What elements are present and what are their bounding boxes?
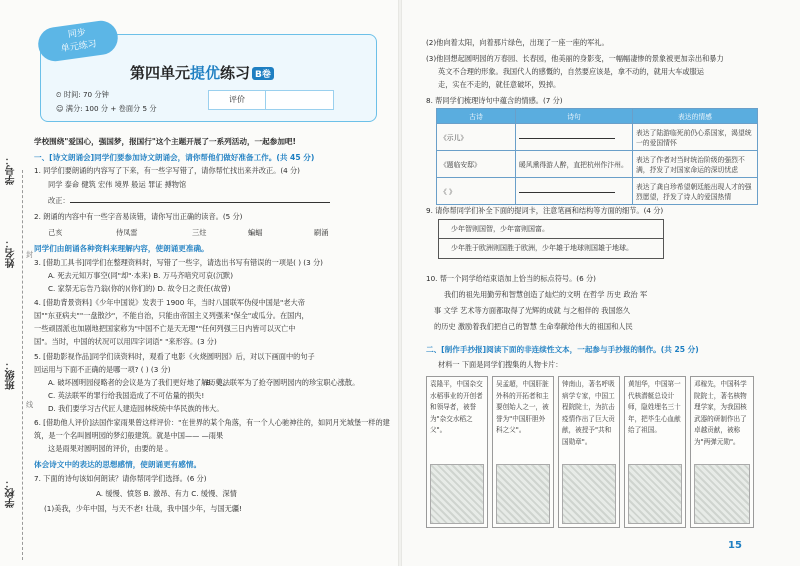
title-part-c: 练习 <box>220 64 251 82</box>
q2-word-3: 三炷 <box>192 228 207 237</box>
badge-line-1: 同步 <box>67 27 87 41</box>
level-badge: B卷 <box>252 67 274 80</box>
portrait-image <box>562 464 616 524</box>
card-text: 邓稼先，中国科学院院士，著名核物理学家，为我国核武器的研制作出了卓越贡献，被称为"两弹元勋"。 <box>694 380 747 446</box>
table-cell: 《示儿》 <box>437 124 516 151</box>
q7-options: A. 缓慢、愤怒 B. 激昂、有力 C. 缓慢、深情 <box>96 489 237 498</box>
class-label: 班级： <box>6 360 17 390</box>
time-info: ⏲ 时间: 70 分钟 <box>56 90 109 99</box>
section-two-heading: 二、[制作手抄报]阅读下面的非连续性文本，一起参与手抄报的制作。(共 25 分) <box>426 345 699 354</box>
section-one-heading: 一、[诗文朗诵会]同学们要参加诗文朗诵会，请你帮他们做好准备工作。(共 45 分) <box>34 153 315 162</box>
col-emotion: 表达的情感 <box>633 109 758 124</box>
school-label: 学校： <box>6 478 17 508</box>
q10-text: 10. 帮一个同学给结束语加上恰当的标点符号。(6 分) <box>426 274 596 283</box>
evaluation-label: 评价 <box>209 91 266 109</box>
q2-word-2: 侍凤雷 <box>116 228 138 237</box>
q10-line-2: 事 文学 艺术等方面都取得了光辉的成就 与之相伴的 我国悠久 <box>434 306 631 315</box>
q4-line-3: 一些顽固派也加剧地把国家称为"中国不亡是天无理""任何列强三日内皆可以灭亡中 <box>34 324 296 333</box>
q6-line-2: 筑，是一个名叫圆明园的梦幻般建筑。就是中国—— —雨果 <box>34 431 224 440</box>
q4-line-4: 国"。当时，中国的状况可以用四字词语" "来形容。(3 分) <box>34 337 217 346</box>
prompt-line-2: 少年胜于欧洲则国胜于欧洲，少年雄于地球则国雄于地球。 <box>451 244 633 252</box>
title-part-b: 提优 <box>190 64 221 82</box>
q7-item-3-cont: 英文不合理的形象。我国代人的感慨的，自然要应该是，拿不动的，就用大车或服运 <box>438 67 704 76</box>
q2-word-5: 刷涌 <box>314 228 329 237</box>
line-mark: 线 <box>26 400 34 409</box>
q4-line-1: 4. [借助背景资料]《少年中国说》发表于 1900 年，当时八国联军伪侵中国是"老大帝 <box>34 298 305 307</box>
q10-line-3: 的历史 激励着我们把自己的智慧 生命奉献给伟大的祖国和人民 <box>434 322 633 331</box>
table-cell: 暖风熏得游人醉，直把杭州作汴州。 <box>516 151 633 178</box>
page-fold <box>398 0 402 566</box>
table-cell[interactable]: 《 》 <box>437 178 516 205</box>
q4-line-2: 国""东亚病夫""一盘散沙"，不能自治，只能由帝国主义列强来"保全"或瓜分。在国内， <box>34 311 309 320</box>
emotion-table <box>436 108 758 205</box>
q2-word-4: 蝙蝠 <box>248 228 263 237</box>
q5-option-d: D. 我们要学习古代匠人建造园林统统中华民族的伟大。 <box>48 404 224 413</box>
intro-text: 学校围绕"爱国心，强国梦，报国行"这个主题开展了一系列活动，一起参加吧! <box>34 137 296 146</box>
q1-fix: 改正： <box>48 196 330 205</box>
col-poem: 古诗 <box>437 109 516 124</box>
q10-line-1: 我们的祖先用勤劳和智慧创造了灿烂的文明 在哲学 历史 政治 军 <box>444 290 648 299</box>
prompt-line-1: 少年智则国智，少年富则国富。 <box>439 220 663 239</box>
card-text: 黄旭华，中国第一代核潜艇总设计师，隐姓埋名三十年，把毕生心血献给了祖国。 <box>628 380 681 435</box>
evaluation-box <box>208 90 334 110</box>
material-one-label: 材料一 下面是同学们搜集的人物卡片： <box>438 360 563 369</box>
person-card <box>624 376 686 528</box>
badge-line-2: 单元练习 <box>60 39 98 55</box>
q7-item-2: (2)他向着太阳，向着那片绿色，出现了一座一座的军礼。 <box>426 38 609 47</box>
page-number: 15 <box>728 540 742 551</box>
q6-line-1: 6. [借助他人评价]法国作家雨果曾这样评价："在世界的某个角落，有一个人心驰神往的，如同月光城堡一样的建 <box>34 418 390 427</box>
table-cell: 表达了龚自珍希望朝廷能出现人才的强烈愿望，抒发了诗人的爱国热情 <box>633 178 758 205</box>
q1-text: 1. 同学们要朗诵的内容写了下来，有一些字写错了，请你帮忙找出来并改正。(4 分) <box>34 166 300 175</box>
card-text: 吴孟超，中国肝脏外科的开拓者和主要创始人之一，被誉为"中国肝胆外科之父"。 <box>496 380 549 435</box>
name-label: 姓名： <box>6 238 17 268</box>
q3-text: 3. [借助工具书]同学们在整理资料时，写错了一些字，请选出书写有错误的一项是( ) (3 分) <box>34 258 323 267</box>
seal-mark: 封 <box>26 250 34 259</box>
q7-item-1: (1)美我，少年中国，与天不老! 壮哉，我中国少年，与国无疆! <box>44 504 242 513</box>
q3-cd: C. 家祭无忘告乃翁(你的)(你们的) D. 故令日之责任(故曾) <box>48 284 231 293</box>
q1-words: 同学 泰命 健筑 宏伟 境界 般运 罪证 搏物馆 <box>48 180 187 189</box>
table-cell: 表达了作者对当时统治阶级的强烈不满，抒发了对国家命运的深切忧虑 <box>633 151 758 178</box>
q7-item-3-end: 走，实在不走的，就任意破坏，毁掉。 <box>438 80 561 89</box>
binding-line <box>22 170 23 560</box>
student-number-label: 学号： <box>6 155 17 185</box>
q2-text: 2. 朗诵的内容中有一些字音易读错，请你写出正确的读音。(5 分) <box>34 212 243 221</box>
q7-item-3: (3)他回想起圆明园的万春园、长春园，他美丽的身影变，一幅幅凄惨的景象被更加亲出和暴力 <box>426 54 724 63</box>
q5-option-b: B. 英法联军为了抢夺圆明园内的珍宝职心涨散。 <box>206 378 360 387</box>
portrait-image <box>430 464 484 524</box>
q9-text: 9. 请你帮同学们补全下面的提词卡，注意笔画和结构等方面的细节。(4 分) <box>426 206 664 215</box>
title-part-a: 第四单元 <box>130 64 191 82</box>
portrait-image <box>694 464 750 524</box>
q7-text: 7. 下面的诗句该如何朗读？请你帮同学们选择。(6 分) <box>34 474 207 483</box>
tip-one: 同学们由朗诵各种资料来理解内容，使朗诵更准确。 <box>34 244 209 253</box>
portrait-image <box>496 464 550 524</box>
q2-word-1: 己亥 <box>48 228 63 237</box>
card-text: 钟南山，著名呼吸病学专家，中国工程院院士，为抗击疫情作出了巨大贡献，被授予"共和国勋章"。 <box>562 380 615 446</box>
table-cell: 《题临安邸》 <box>437 151 516 178</box>
tip-two: 体会诗文中的表达的思想感情，使朗诵更有感情。 <box>34 460 202 469</box>
q3-ab: A. 死去元知万事空(同"却"·本来) B. 万马齐喑究可哀(沉默) <box>48 271 234 280</box>
q5-line-2: 回运用与下面不正确的是哪一项? ( ) (3 分) <box>34 365 171 374</box>
page-title <box>130 62 274 83</box>
q5-line-1: 5. [借助影视作品]同学们读资料时，观看了电影《火烧圆明园》后，对以下画面中的句子 <box>34 352 315 361</box>
portrait-image <box>628 464 682 524</box>
person-card <box>558 376 620 528</box>
table-cell[interactable] <box>516 124 633 151</box>
prompt-card[interactable] <box>438 219 664 259</box>
q5-option-c: C. 英法联军的罪行给我国造成了不可估量的损失! <box>48 391 205 400</box>
q8-text: 8. 帮同学们梳理诗句中蕴含的情感。(7 分) <box>426 96 563 105</box>
table-cell[interactable] <box>516 178 633 205</box>
table-cell: 表达了陆游临死前仍心系国家，渴望统一的爱国情怀 <box>633 124 758 151</box>
q5-option-a: A. 破坏圆明园侵略者的会议是为了我们更好地了解历史。 <box>48 378 230 387</box>
card-text: 袁隆平，中国杂交水稻事业的开创者和领导者，被誉为"杂交水稻之父"。 <box>430 380 483 435</box>
q6-line-3: 这是雨果对圆明园的评价，由要的是 。 <box>48 444 173 453</box>
person-card <box>690 376 754 528</box>
col-line: 诗句 <box>516 109 633 124</box>
person-card <box>426 376 488 528</box>
person-card <box>492 376 554 528</box>
score-info: ☺ 满分: 100 分 + 卷面分 5 分 <box>56 104 157 113</box>
